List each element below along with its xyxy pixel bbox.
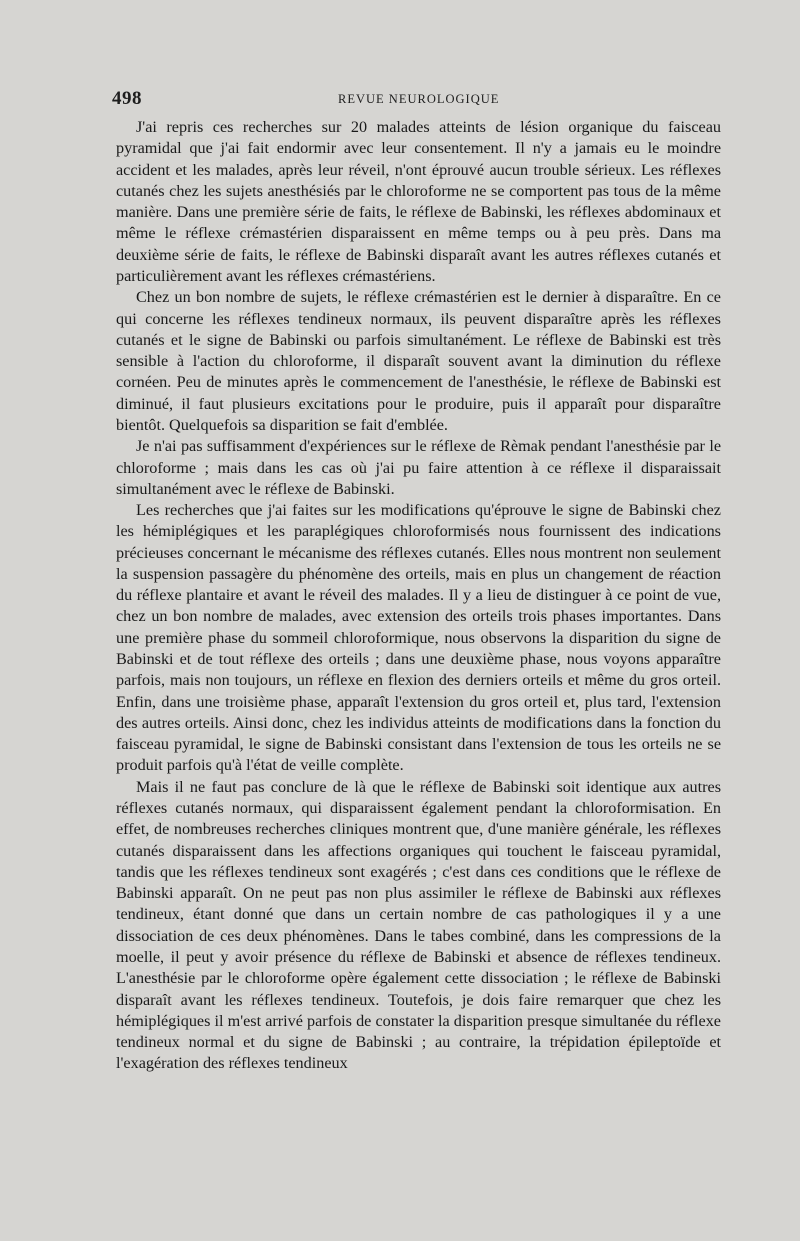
running-title: REVUE NEUROLOGIQUE (338, 92, 500, 106)
paragraph-5: Mais il ne faut pas conclure de là que le réflexe de Babinski soit identique aux autres réflexes cutanés normaux, qui disparaissent également pendant la chloroformisation. En effet, de nombreuses recherches cliniques montrent que, d'une manière générale, les réflexes cutanés disparaissent dans les affections organiques qui touchent le faisceau pyramidal, tandis que les réflexes tendineux sont exagérés ; c'est dans ces conditions que le réflexe de Babinski apparaît. On ne peut pas non plus assimiler le réflexe de Babinski aux réflexes tendineux, étant donné que dans un certain nombre de cas pathologiques il y a une dissociation de ces deux phénomènes. Dans le tabes combiné, dans les compressions de la moelle, il peut y avoir présence du réflexe de Babinski et absence de réflexes tendineux. L'anesthésie par le chloroforme opère également cette dissociation ; le réflexe de Babinski disparaît avant les réflexes tendineux. Toutefois, je dois faire remarquer que chez les hémiplégiques il m'est arrivé parfois de constater la disparition presque simultanée du réflexe tendineux normal et du signe de Babinski ; au contraire, la trépidation épileptoïde et l'exagération des réflexes tendineux (116, 777, 721, 1073)
paragraph-1: J'ai repris ces recherches sur 20 malades atteints de lésion organique du faisceau pyramidal que j'ai fait endormir avec leur consentement. Il n'y a jamais eu le moindre accident et les malades, après leur réveil, n'ont éprouvé aucun trouble sérieux. Les réflexes cutanés chez les sujets anesthésiés par le chloroforme ne se comportent pas tous de la même manière. Dans une première série de faits, le réflexe de Babinski, les réflexes abdominaux et même le réflexe crémastérien disparaissent en même temps ou à peu près. Dans ma deuxième série de faits, le réflexe de Babinski disparaît avant les autres réflexes cutanés et particulièrement avant les réflexes crémastériens. (116, 118, 721, 285)
page-header (112, 88, 712, 110)
paragraph-2: Chez un bon nombre de sujets, le réflexe crémastérien est le dernier à disparaître. En ce qui concerne les réflexes tendineux normaux, ils peuvent disparaître après les réflexes cutanés et le signe de Babinski ou parfois simultanément. Le réflexe de Babinski est très sensible à l'action du chloroforme, il disparaît souvent avant la diminution du réflexe cornéen. Peu de minutes après le commencement de l'anesthésie, le réflexe de Babinski est diminué, il faut plusieurs excitations pour le produire, puis il apparaît pour disparaître bientôt. Quelquefois sa disparition se fait d'emblée. (116, 288, 721, 434)
paragraph-4: Les recherches que j'ai faites sur les modifications qu'éprouve le signe de Babinski chez les hémiplégiques et les paraplégiques chloroformisés nous fournissent des indications précieuses concernant le mécanisme des réflexes cutanés. Elles nous montrent non seulement la suspension passagère du phénomène des orteils, mais en plus un changement de réaction du réflexe plantaire et avant le réveil des malades. Il y a lieu de distinguer à ce point de vue, chez un bon nombre de malades, avec extension des orteils trois phases importantes. Dans une première phase du sommeil chloroformique, nous observons la disparition du signe de Babinski et de tout réflexe des orteils ; dans une deuxième phase, nous voyons apparaître parfois, mais non toujours, un réflexe en flexion des derniers orteils et même du gros orteil. Enfin, dans une troisième phase, apparaît l'extension du gros orteil et, plus tard, l'extension des autres orteils. Ainsi donc, chez les individus atteints de modifications dans la fonction du faisceau pyramidal, le signe de Babinski consistant dans l'extension de tous les orteils ne se produit parfois qu'à l'état de veille complète. (116, 501, 721, 775)
page-number: 498 (112, 88, 142, 109)
body-text (116, 117, 721, 1075)
paragraph-3: Je n'ai pas suffisamment d'expériences sur le réflexe de Rèmak pendant l'anesthésie par le chloroforme ; mais dans les cas où j'ai pu faire attention à ce réflexe il disparaissait simultanément avec le réflexe de Babinski. (116, 437, 721, 498)
